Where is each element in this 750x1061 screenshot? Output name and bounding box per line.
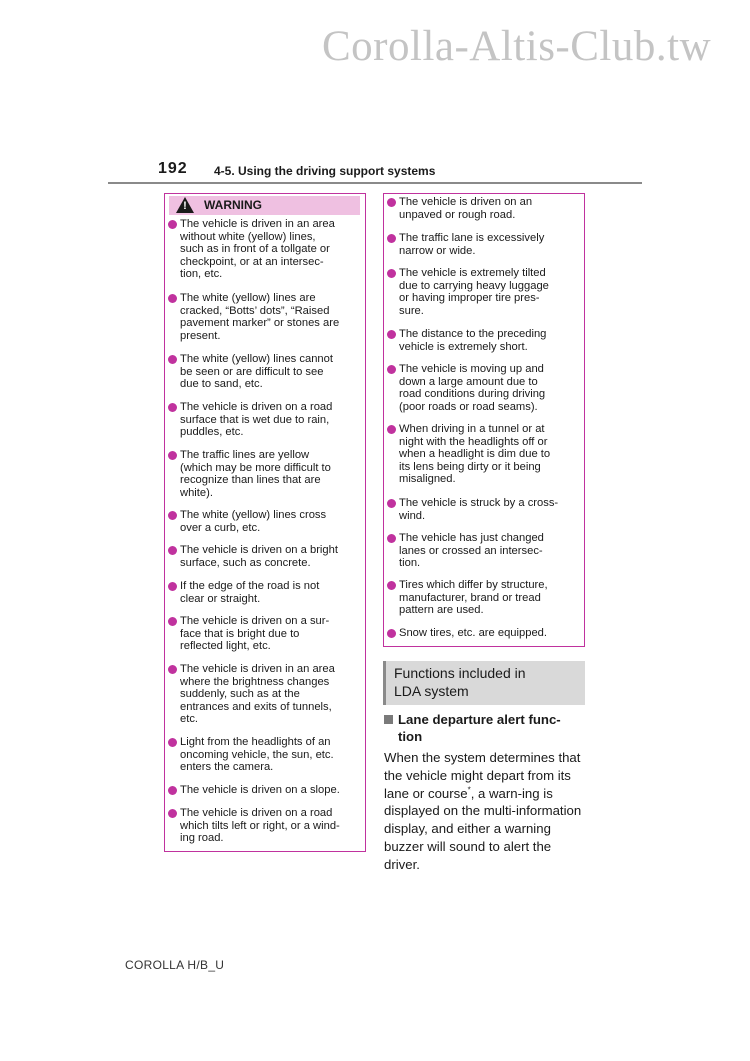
warning-item: The vehicle is driven in an area where the brightness changes suddenly, such as at the entrances and exits of tunnels, etc. [168, 663, 370, 726]
header-divider [108, 182, 642, 184]
warning-item: The vehicle is driven on a road surface that is wet due to rain, puddles, etc. [168, 401, 370, 439]
lane-departure-description [384, 749, 589, 874]
warning-item: The vehicle is moving up and down a large amount due to road conditions during driving (poor roads or road seams). [387, 363, 589, 413]
warning-item: Light from the headlights of an oncoming vehicle, the sun, etc. enters the camera. [168, 736, 370, 774]
warning-label: WARNING [204, 198, 262, 212]
warning-item: The vehicle is extremely tilted due to carrying heavy luggage or having improper tire pres- sure. [387, 267, 589, 317]
page-number: 192 [158, 160, 188, 177]
watermark: Corolla-Altis-Club.tw [322, 23, 712, 70]
warning-item: The distance to the preceding vehicle is extremely short. [387, 328, 589, 353]
lane-departure-subheading: Lane departure alert func- tion [398, 712, 561, 744]
warning-item: The vehicle is driven on a road which tilts left or right, or a wind- ing road. [168, 807, 370, 845]
exclamation-icon: ! [183, 200, 187, 212]
footnote-mark: * [467, 785, 471, 795]
description-text-after: , a warn-ing is displayed on the multi-information display, and either a warning buzzer will sound to alert the driver. [384, 785, 582, 872]
warning-item: The white (yellow) lines cross over a curb, etc. [168, 509, 370, 534]
warning-item: The vehicle is driven on a sur- face that is bright due to reflected light, etc. [168, 615, 370, 653]
description-text-before: When the system determines that the vehicle might depart from its lane or course [384, 750, 581, 801]
square-bullet-icon [384, 715, 393, 724]
warning-item: The vehicle is driven in an area without white (yellow) lines, such as in front of a tollgate or checkpoint, or at an intersec- tion, etc. [168, 218, 370, 281]
warning-item: Snow tires, etc. are equipped. [387, 627, 589, 640]
warning-item: When driving in a tunnel or at night with the headlights off or when a headlight is dim due to its lens being dirty or it being misaligned. [387, 423, 589, 486]
warning-item: The vehicle is driven on an unpaved or rough road. [387, 196, 589, 221]
warning-item: The white (yellow) lines are cracked, “Botts’ dots”, “Raised pavement marker” or stones are present. [168, 292, 370, 342]
warning-item: The vehicle is driven on a slope. [168, 784, 370, 797]
functions-heading-text: Functions included in LDA system [394, 665, 526, 699]
warning-item: The vehicle is driven on a bright surface, such as concrete. [168, 544, 370, 569]
warning-item: The traffic lines are yellow (which may be more difficult to recognize than lines that are white). [168, 449, 370, 499]
warning-item: If the edge of the road is not clear or straight. [168, 580, 370, 605]
warning-item: The vehicle has just changed lanes or crossed an intersec- tion. [387, 532, 589, 570]
warning-item: The vehicle is struck by a cross- wind. [387, 497, 589, 522]
section-title: 4-5. Using the driving support systems [214, 164, 436, 178]
warning-box-right [383, 193, 585, 647]
warning-item: Tires which differ by structure, manufacturer, brand or tread pattern are used. [387, 579, 589, 617]
warning-item: The white (yellow) lines cannot be seen or are difficult to see due to sand, etc. [168, 353, 370, 391]
functions-heading [383, 661, 585, 705]
footer-model-code: COROLLA H/B_U [125, 958, 225, 972]
warning-header [169, 196, 360, 215]
warning-item: The traffic lane is excessively narrow or wide. [387, 232, 589, 257]
warning-box-left [164, 193, 366, 852]
